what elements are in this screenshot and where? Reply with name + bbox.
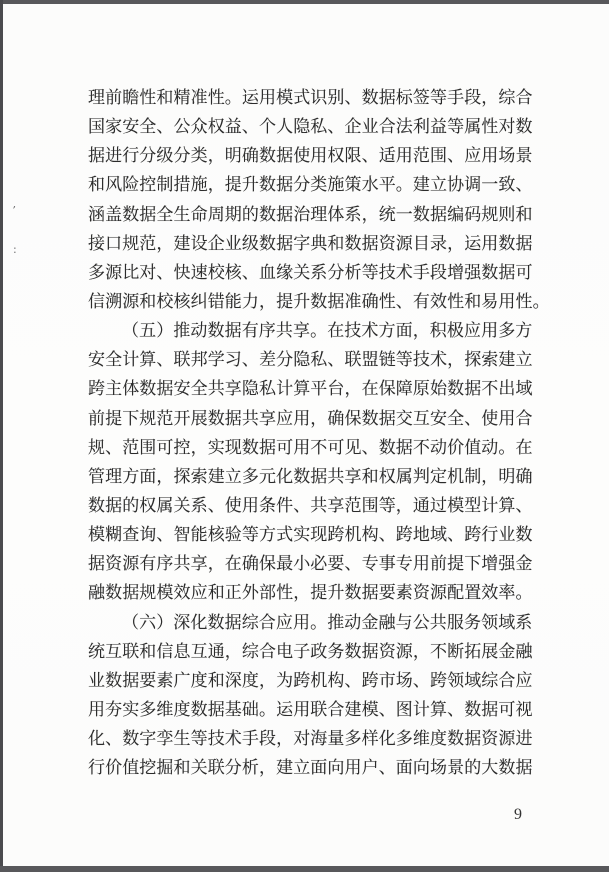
text-line: 业数据要素广度和深度，为跨机构、跨市场、跨领域综合应	[88, 670, 533, 690]
text-line: 化、数字孪生等技术手段，对海量多样化多维度数据资源进	[88, 729, 533, 749]
scan-speckle: :	[13, 243, 17, 256]
text-line: 跨主体数据安全共享隐私计算平台，在保障原始数据不出域	[88, 379, 533, 399]
body-text-block	[88, 83, 550, 782]
text-line: 数据的权属关系、使用条件、共享范围等，通过模型计算、	[88, 495, 533, 515]
text-line: 用夯实多维度数据基础。运用联合建模、图计算、数据可视	[88, 699, 533, 719]
text-line: （六）深化数据综合应用。推动金融与公共服务领域系	[122, 612, 533, 632]
text-line: 多源比对、快速校核、血缘关系分析等技术手段增强数据可	[88, 262, 533, 282]
text-line: 规、范围可控，实现数据可用不可见、数据不动价值动。在	[88, 437, 533, 457]
page-number: 9	[514, 806, 522, 823]
text-line: 安全计算、联邦学习、差分隐私、联盟链等技术，探索建立	[88, 350, 533, 370]
scan-edge-left	[0, 0, 3, 872]
text-line: 前提下规范开展数据共享应用，确保数据交互安全、使用合	[88, 408, 533, 428]
text-line: 理前瞻性和精准性。运用模式识别、数据标签等手段，综合	[88, 88, 533, 107]
text-line: （五）推动数据有序共享。在技术方面，积极应用多方	[122, 321, 533, 341]
text-line: 接口规范，建设企业级数据字典和数据资源目录，运用数据	[88, 233, 533, 253]
scan-speckle: ’	[11, 203, 17, 218]
text-line: 和风险控制措施，提升数据分类施策水平。建立协调一致、	[88, 175, 533, 195]
text-line: 据资源有序共享，在确保最小必要、专事专用前提下增强金	[88, 554, 533, 574]
text-line: 据进行分级分类，明确数据使用权限、适用范围、应用场景	[88, 146, 533, 166]
text-line: 模糊查询、智能核验等方式实现跨机构、跨地域、跨行业数	[88, 525, 533, 545]
text-line: 涵盖数据全生命周期的数据治理体系，统一数据编码规则和	[88, 204, 533, 224]
text-line: 行价值挖掘和关联分析，建立面向用户、面向场景的大数据	[88, 758, 533, 778]
text-line: 管理方面，探索建立多元化数据共享和权属判定机制，明确	[88, 466, 533, 486]
scan-edge-bottom	[0, 866, 609, 872]
text-line: 信溯源和校核纠错能力，提升数据准确性、有效性和易用性。	[88, 291, 550, 311]
text-line: 融数据规模效应和正外部性，提升数据要素资源配置效率。	[88, 583, 533, 603]
text-line: 国家安全、公众权益、个人隐私、企业合法利益等属性对数	[88, 117, 533, 137]
scan-edge-top	[0, 0, 609, 4]
text-line: 统互联和信息互通，综合电子政务数据资源，不断拓展金融	[88, 641, 533, 661]
